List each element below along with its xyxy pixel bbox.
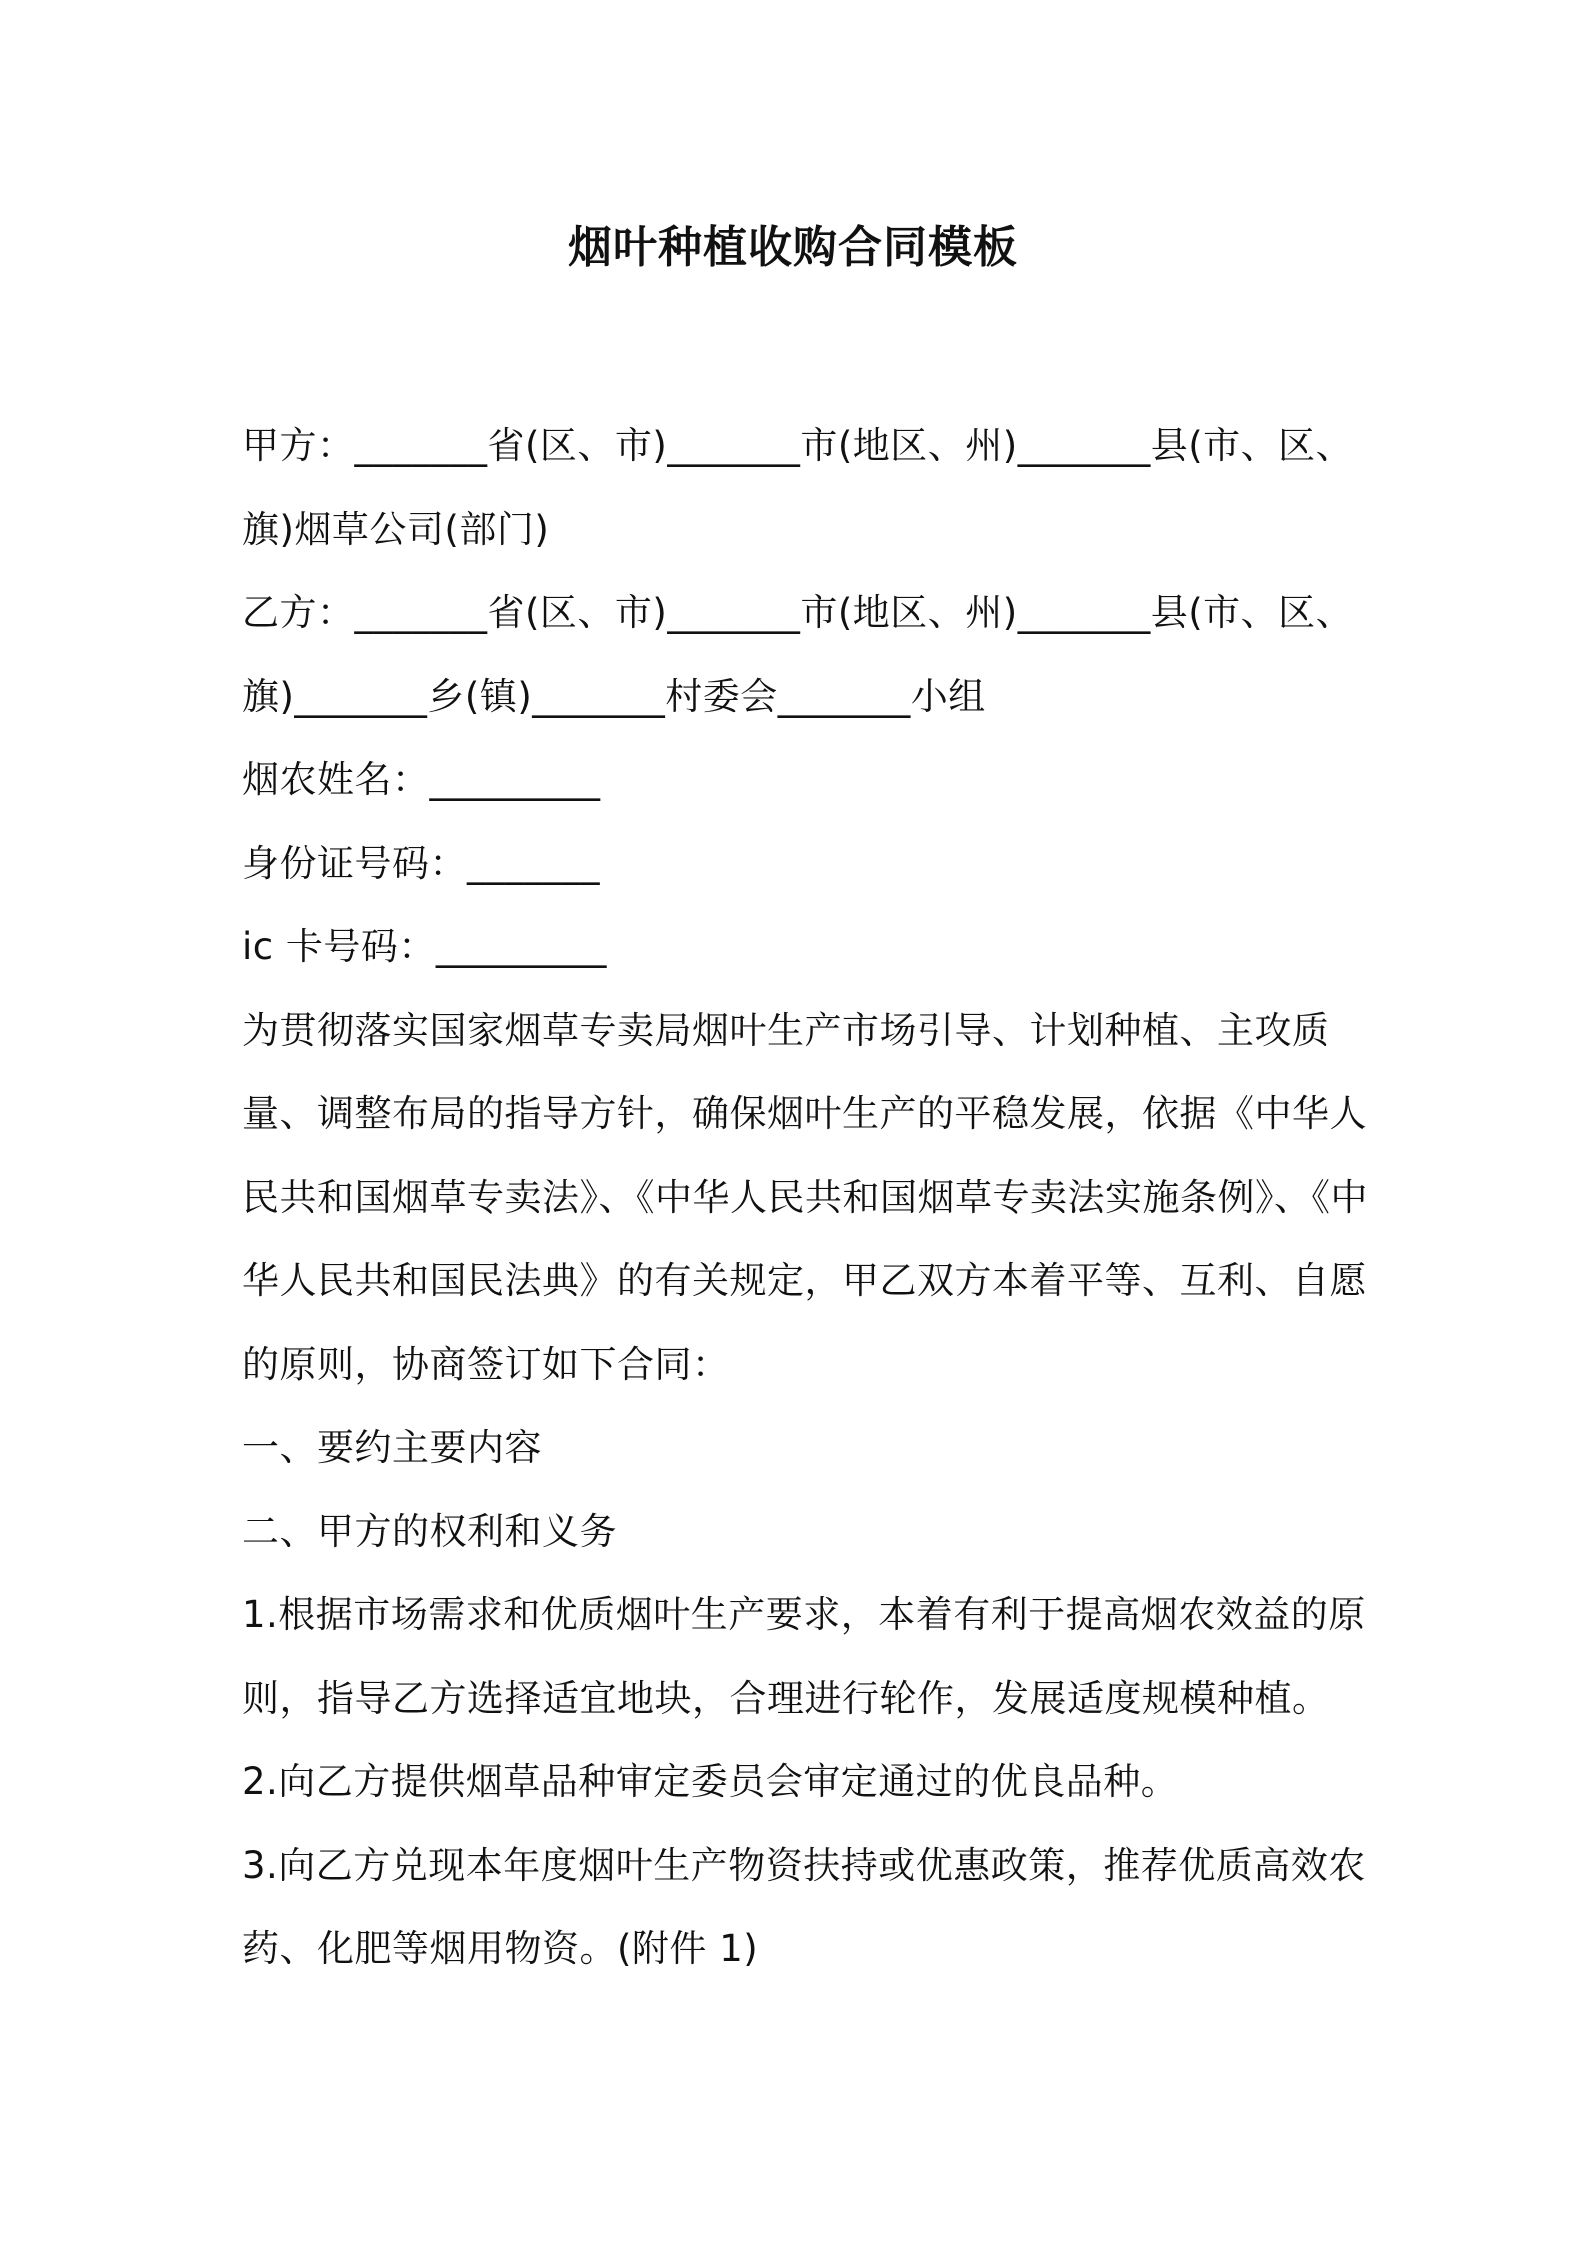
- id-number-line: 身份证号码：_______: [242, 841, 600, 885]
- section-heading-2: 二、甲方的权利和义务: [242, 1509, 617, 1553]
- party-b-line: 乙方：_______省(区、市)_______市(地区、州)_______县(市、区、旗)_______乡(镇)_______村委会_______小组: [242, 591, 1354, 718]
- ic-card-line: ic 卡号码：_________: [242, 925, 607, 968]
- clause-3: 3.向乙方兑现本年度烟叶生产物资扶持或优惠政策，推荐优质高效农药、化肥等烟用物资。(附件 1): [242, 1843, 1366, 1970]
- section-heading-1: 一、要约主要内容: [242, 1426, 542, 1469]
- clause-1: 1.根据市场需求和优质烟叶生产要求，本着有利于提高烟农效益的原则，指导乙方选择适宜地块，合理进行轮作，发展适度规模种植。: [242, 1593, 1366, 1720]
- preamble-paragraph: 为贯彻落实国家烟草专卖局烟叶生产市场引导、计划种植、主攻质量、调整布局的指导方针，确保烟叶生产的平稳发展，依据《中华人民共和国烟草专卖法》、《中华人民共和国烟草专卖法实施条例》、《中华人民共和国民法典》的有关规定，甲乙双方本着平等、互利、自愿的原则，协商签订如下合同：: [242, 1008, 1368, 1386]
- document-body: [242, 404, 1372, 1991]
- farmer-name-line: 烟农姓名：_________: [242, 758, 601, 801]
- clause-2: 2.向乙方提供烟草品种审定委员会审定通过的优良品种。: [242, 1760, 1179, 1803]
- document-title: 烟叶种植收购合同模板: [568, 222, 1018, 273]
- party-a-line: 甲方：_______省(区、市)_______市(地区、州)_______县(市、区、旗)烟草公司(部门): [242, 424, 1354, 551]
